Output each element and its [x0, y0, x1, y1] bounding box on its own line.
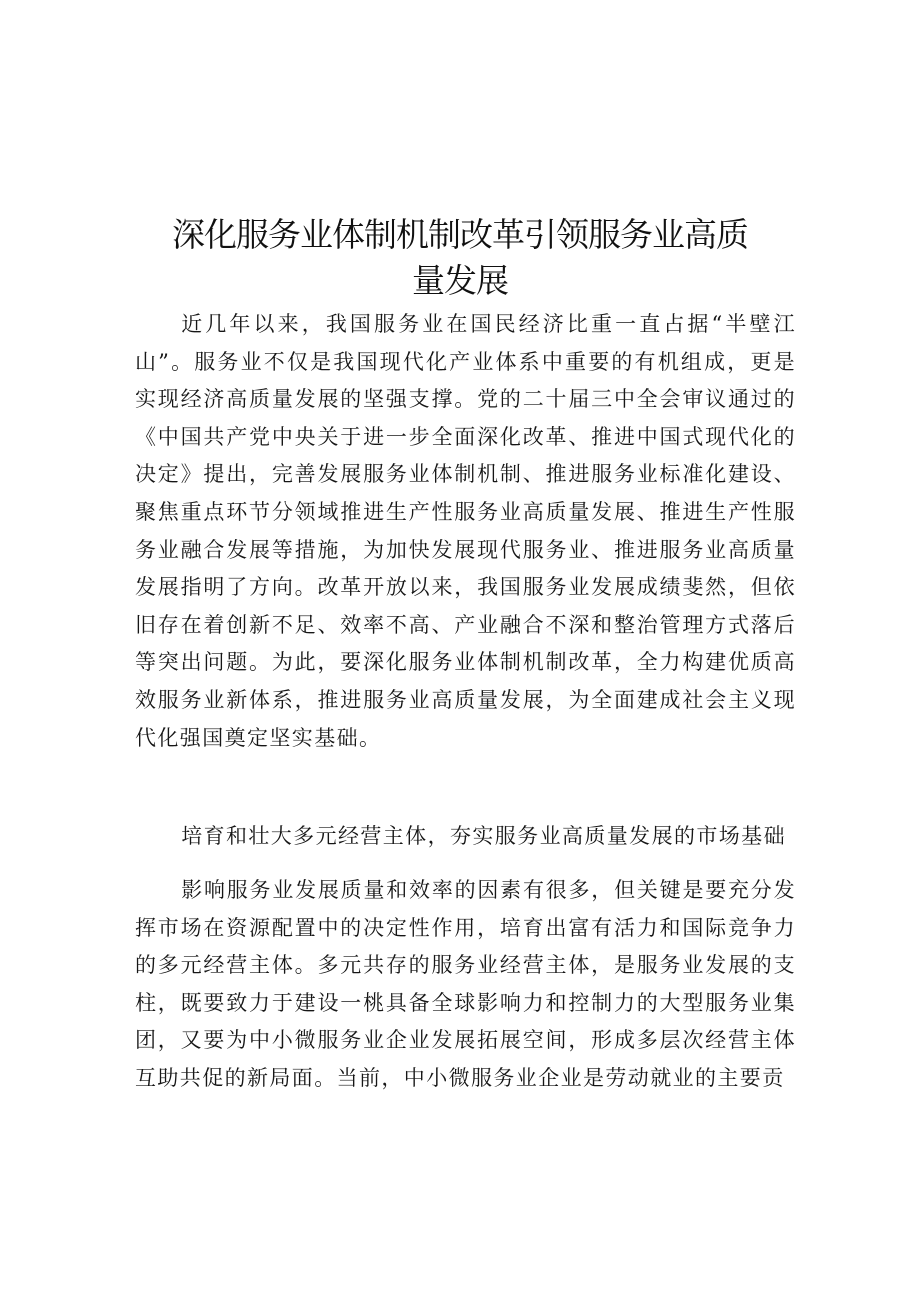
intro-paragraph: 近几年以来，我国服务业在国民经济比重一直占据“半壁江山”。服务业不仅是我国现代化产业体系中重要的有机组成，更是实现经济高质量发展的坚强支撑。党的二十届三中全会审议通过的《中国共产党中央关于进一步全面深化改革、推进中国式现代化的决定》提出，完善发展服务业体制机制、推进服务业标准化建设、聚焦重点环节分领域推进生产性服务业高质量发展、推进生产性服务业融合发展等措施，为加快发展现代服务业、推进服务业高质量发展指明了方向。改革开放以来，我国服务业发展成绩斐然，但依旧存在着创新不足、效率不高、产业融合不深和整治管理方式落后等突出问题。为此，要深化服务业体制机制改革，全力构建优质高效服务业新体系，推进服务业高质量发展，为全面建成社会主义现代化强国奠定坚实基础。: [135, 312, 796, 750]
body-paragraph: 影响服务业发展质量和效率的因素有很多，但关键是要充分发挥市场在资源配置中的决定性作用，培育出富有活力和国际竞争力的多元经营主体。多元共存的服务业经营主体，是服务业发展的支柱，既要致力于建设一桃具备全球影响力和控制力的大型服务业集团，又要为中小微服务业企业发展拓展空间，形成多层次经营主体互助共促的新局面。当前，中小微服务业企业是劳动就业的主要贡: [135, 878, 796, 1090]
section-heading: 培育和壮大多元经营主体，夯实服务业高质量发展的市场基础: [181, 824, 786, 848]
page-title: 深化服务业体制机制改革引领服务业高质量发展: [172, 215, 748, 300]
